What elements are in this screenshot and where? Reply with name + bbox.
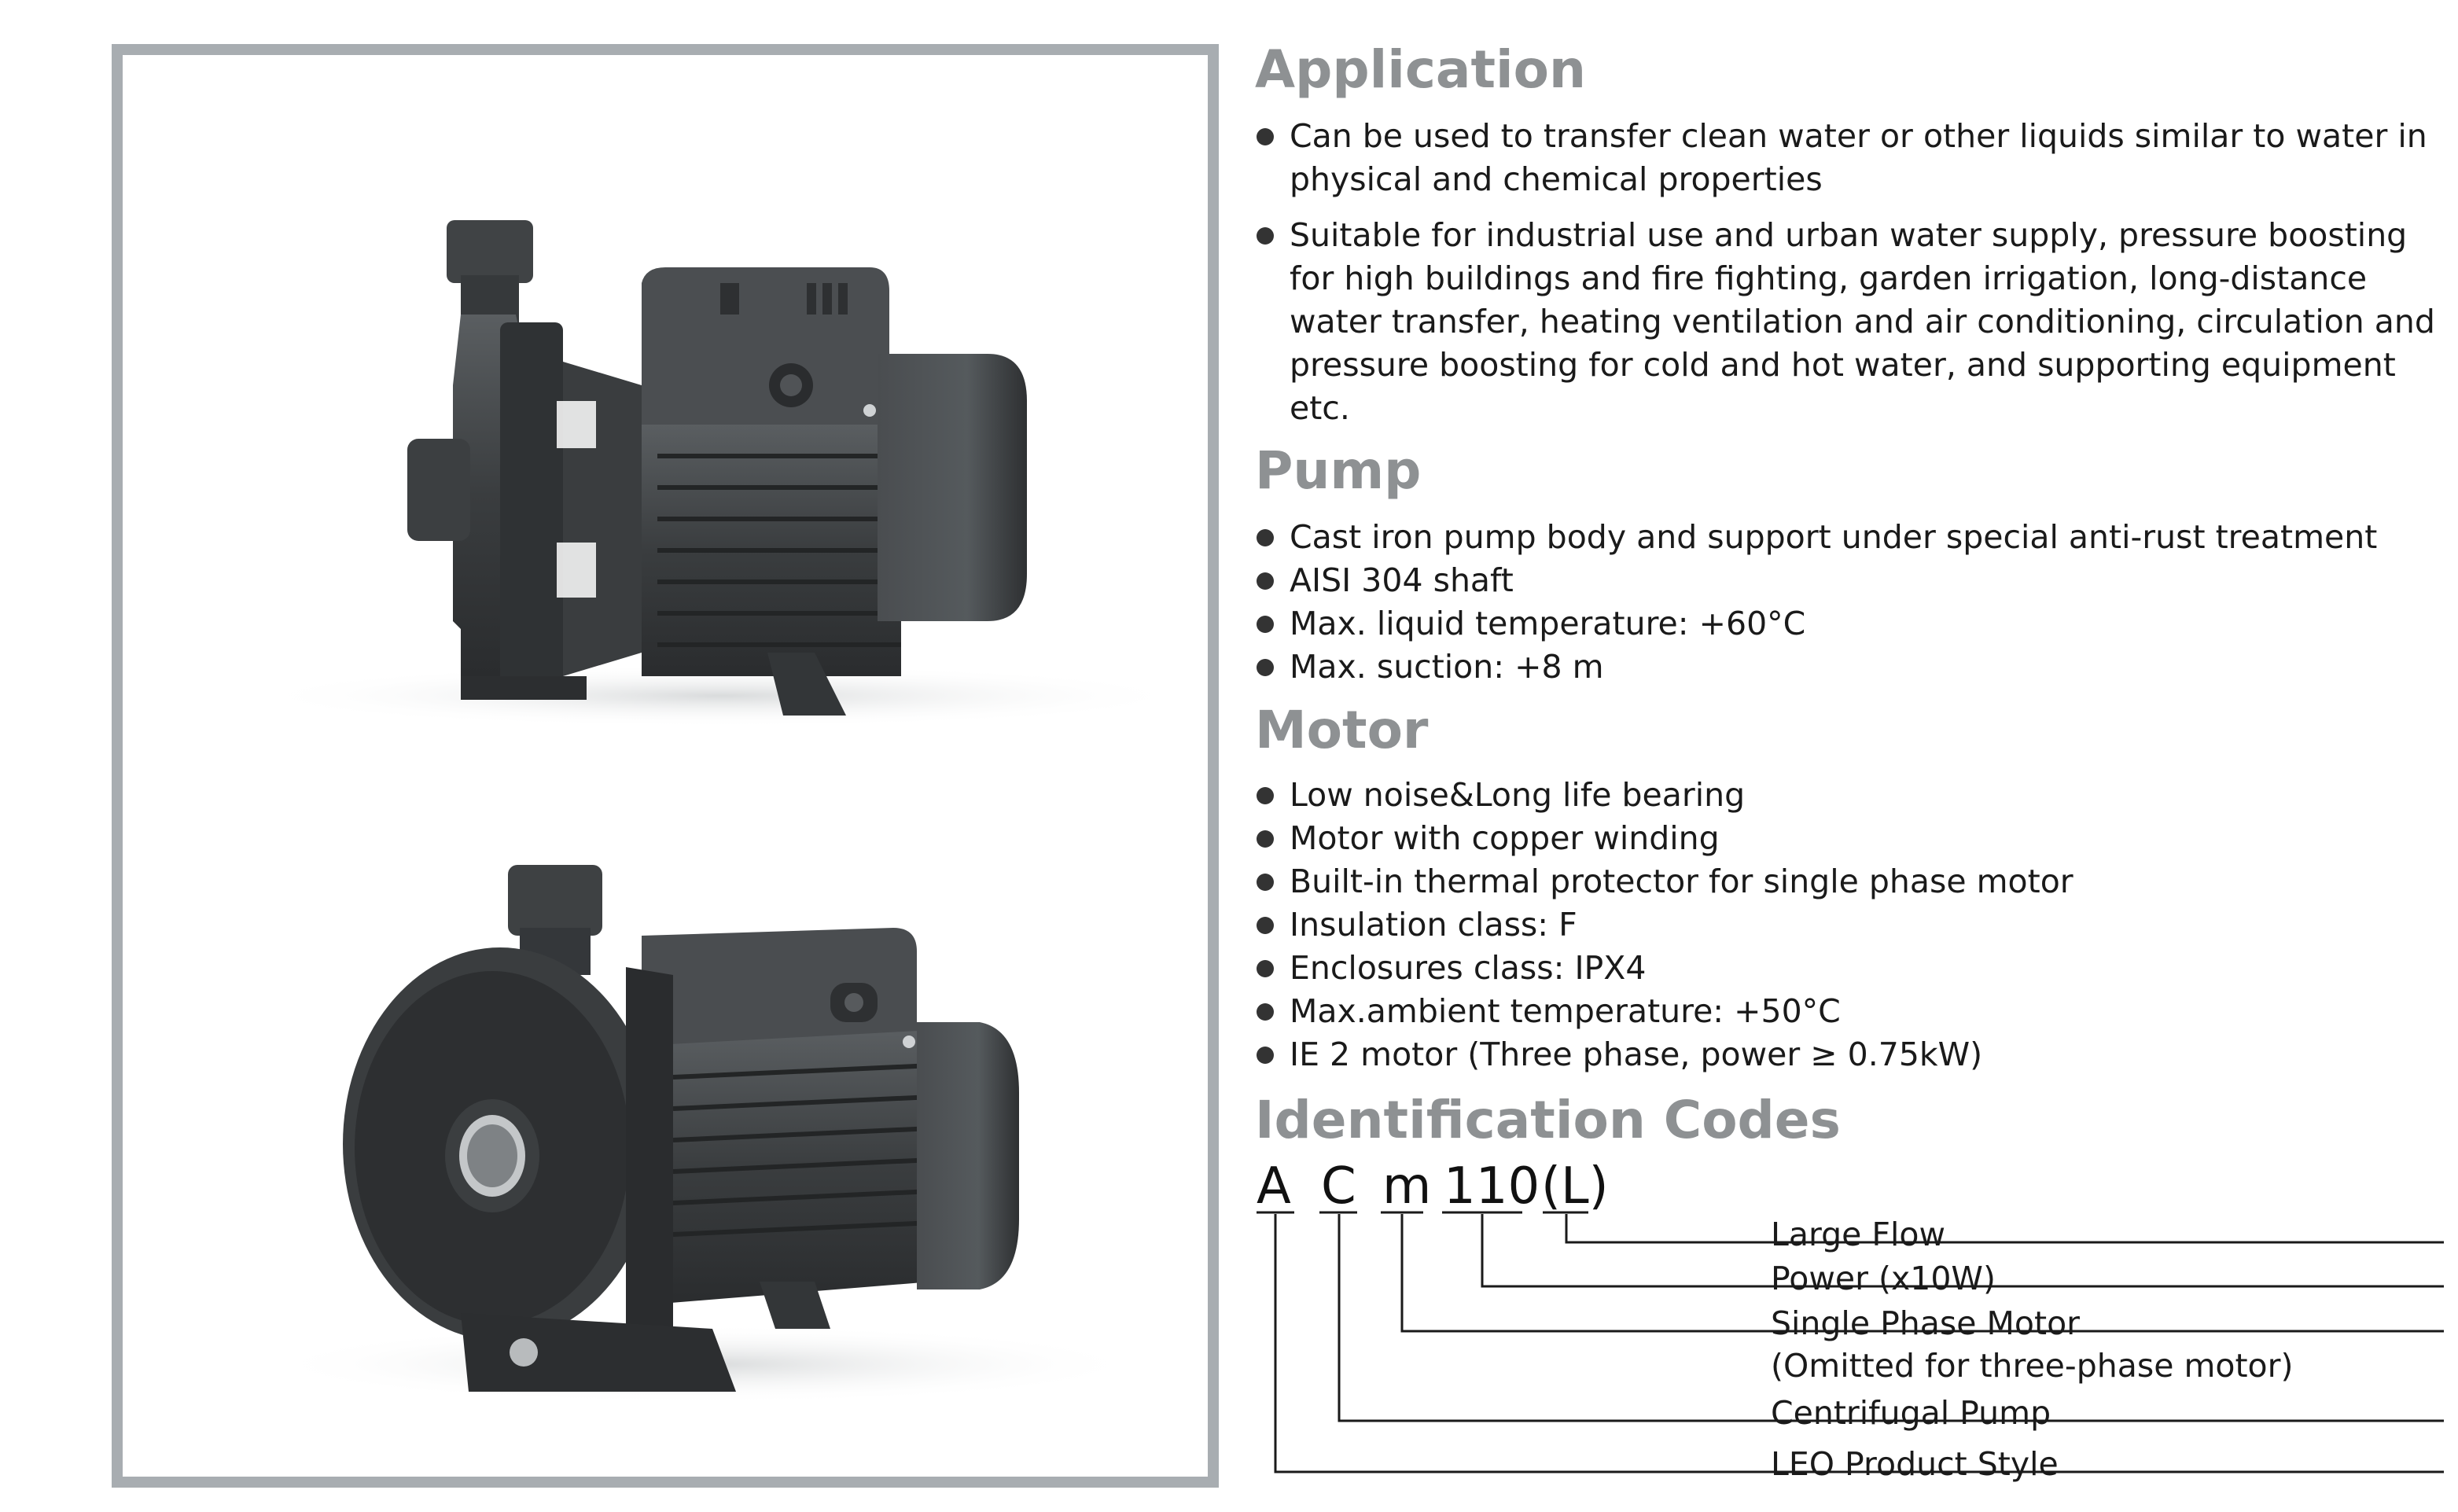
list-item: Suitable for industrial use and urban water supply, pressure boosting for high buildings and fire fighting, garden irrigation, long-distance water transfer, heating ventilation and air conditioning, circulation and pressure boosting for cold and hot water, and supporting equipment etc. (1255, 214, 2442, 430)
list-item: Low noise&Long life bearing (1255, 774, 2442, 817)
list-item: Motor with copper winding (1255, 817, 2442, 860)
application-list (1255, 115, 2442, 430)
code-part-c: C (1321, 1157, 1356, 1216)
section-title-identification: Identification Codes (1255, 1090, 1841, 1150)
list-item: Max. liquid temperature: +60°C (1255, 602, 2442, 646)
label-centrifugal-pump: Centrifugal Pump (1771, 1394, 2051, 1432)
pump-list (1255, 516, 2442, 689)
section-title-application: Application (1255, 39, 1586, 100)
list-item: Can be used to transfer clean water or other liquids similar to water in physical and chemical properties (1255, 115, 2442, 201)
list-item: IE 2 motor (Three phase, power ≥ 0.75kW) (1255, 1033, 2442, 1076)
pump-side-view-icon (248, 220, 1192, 727)
label-omitted-three-phase: (Omitted for three-phase motor) (1771, 1347, 2294, 1385)
list-item: Cast iron pump body and support under special anti-rust treatment (1255, 516, 2442, 559)
section-title-motor: Motor (1255, 700, 1429, 760)
list-item: Max. suction: +8 m (1255, 646, 2442, 689)
list-item: Enclosures class: IPX4 (1255, 947, 2442, 990)
list-item: Max.ambient temperature: +50°C (1255, 990, 2442, 1033)
code-part-110: 110 (1444, 1157, 1540, 1216)
identification-code-diagram (1250, 1148, 2453, 1502)
code-part-l: (L) (1541, 1157, 1609, 1216)
pump-images (123, 55, 1208, 1477)
list-item: AISI 304 shaft (1255, 559, 2442, 602)
motor-list (1255, 774, 2442, 1076)
code-part-m: m (1382, 1157, 1432, 1216)
product-image-frame (112, 44, 1219, 1488)
section-title-pump: Pump (1255, 440, 1422, 501)
list-item: Built-in thermal protector for single phase motor (1255, 860, 2442, 903)
label-single-phase-motor: Single Phase Motor (1771, 1304, 2081, 1342)
label-leo-product-style: LEO Product Style (1771, 1445, 2059, 1483)
list-item: Insulation class: F (1255, 903, 2442, 947)
label-power: Power (x10W) (1771, 1260, 1996, 1297)
pump-perspective-view-icon (264, 865, 1145, 1403)
label-large-flow: Large Flow (1771, 1216, 1945, 1253)
code-part-a: A (1257, 1157, 1291, 1216)
